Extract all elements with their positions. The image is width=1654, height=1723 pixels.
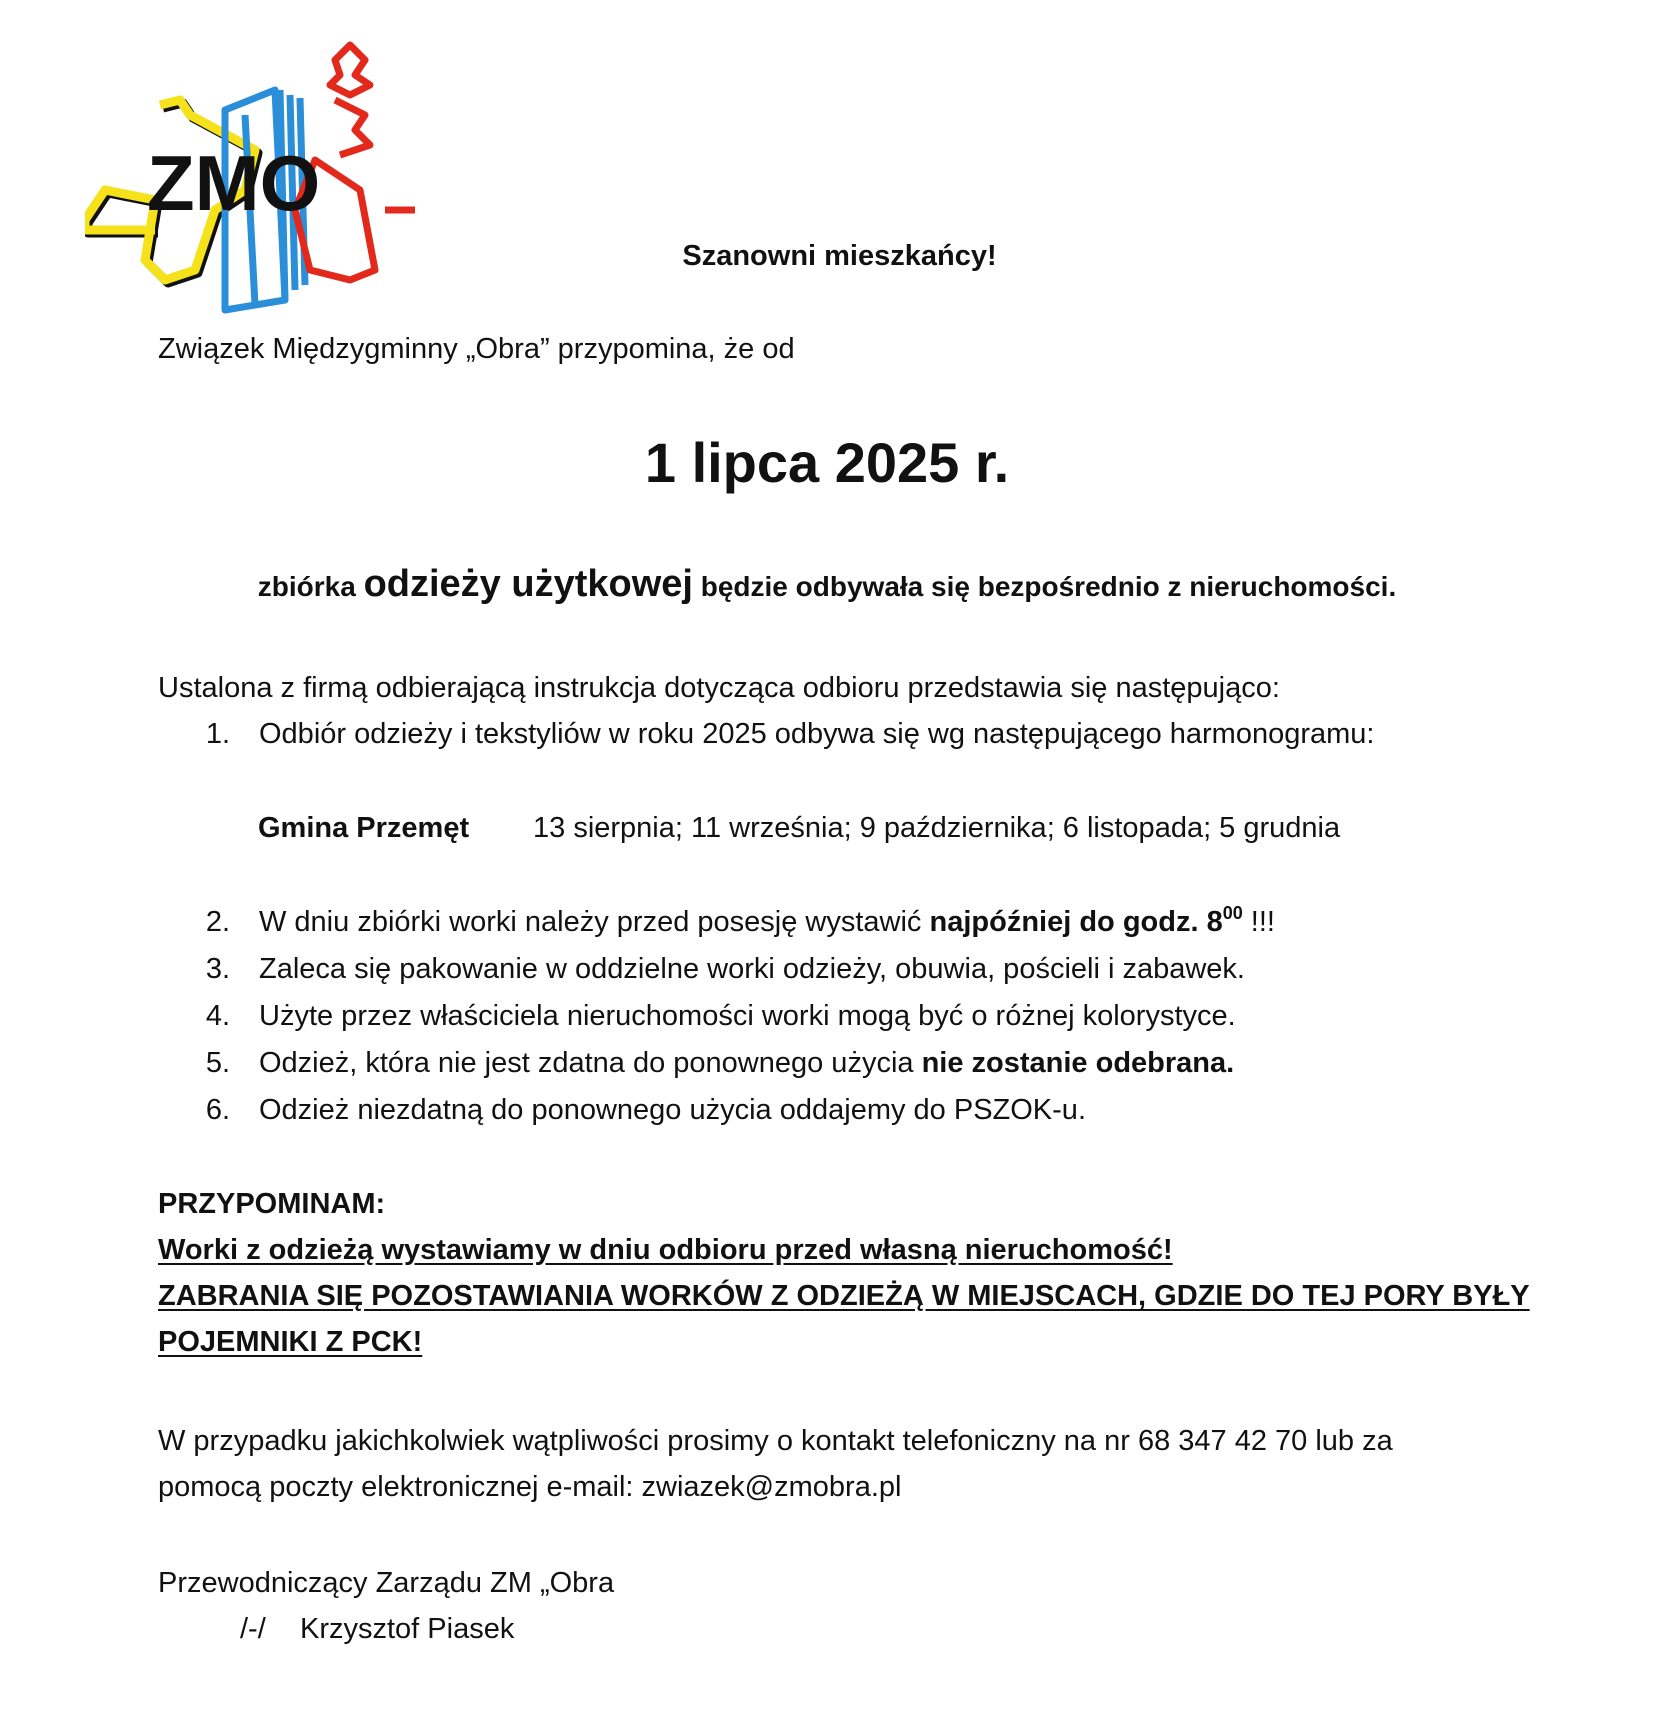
signature-marker: /-/: [240, 1613, 266, 1645]
schedule-dates: 13 sierpnia; 11 września; 9 października; 6 listopada; 5 grudnia: [533, 812, 1341, 844]
greeting: [0, 240, 1654, 273]
list-item-text: Odzież niezdatną do ponownego użycia oddajemy do PSZOK-u.: [259, 1094, 1086, 1126]
list-item-number: 1.: [205, 718, 230, 750]
list-item-text: [259, 903, 1275, 939]
list-item-bold: [929, 903, 1243, 938]
reminder-line-3: POJEMNIKI Z PCK!: [158, 1326, 423, 1358]
contact-line-2: pomocą poczty elektronicznej e-mail: zwiazek@zmobra.pl: [158, 1471, 902, 1503]
notice-suffix: będzie odbywała się bezpośrednio z nieruchomości.: [700, 571, 1397, 602]
contact-line-1: W przypadku jakichkolwiek wątpliwości prosimy o kontakt telefoniczny na nr 68 347 42 70 lub za: [158, 1425, 1393, 1457]
list-item-text: Odbiór odzieży i tekstyliów w roku 2025 odbywa się wg następującego harmonogramu:: [259, 718, 1375, 750]
greeting-text: Szanowni mieszkańcy!: [682, 240, 997, 272]
list-item-text: Użyte przez właściciela nieruchomości worki mogą być o różnej kolorystyce.: [259, 1000, 1236, 1032]
notice-highlight: odzieży użytkowej: [363, 563, 693, 605]
deadline-text: najpóźniej do godz. 8: [929, 906, 1223, 938]
deadline-minutes: 00: [1222, 903, 1243, 923]
list-item-number: 2.: [205, 906, 230, 938]
list-item-number: 5.: [205, 1047, 230, 1079]
intro-text: Związek Międzygminny „Obra” przypomina, że od: [158, 333, 795, 365]
notice-line: [0, 563, 1654, 606]
signature-title: Przewodniczący Zarządu ZM „Obra: [158, 1567, 615, 1599]
date-heading: 1 lipca 2025 r.: [644, 431, 1010, 494]
list-item-text-after: !!!: [1250, 906, 1275, 938]
reminder-line-2: ZABRANIA SIĘ POZOSTAWIANIA WORKÓW Z ODZIEŻĄ W MIEJSCACH, GDZIE DO TEJ PORY BYŁY: [158, 1280, 1530, 1312]
list-item-text: [259, 1047, 1234, 1080]
notice-prefix: zbiórka: [257, 571, 356, 602]
list-item-number: 3.: [205, 953, 230, 985]
list-item-number: 4.: [205, 1000, 230, 1032]
list-item-text: Zaleca się pakowanie w oddzielne worki odzieży, obuwia, pościeli i zabawek.: [259, 953, 1245, 985]
reminder-heading: PRZYPOMINAM:: [158, 1188, 386, 1220]
zmo-logo: [85, 40, 465, 320]
schedule-label: Gmina Przemęt: [258, 812, 470, 844]
signature-name: Krzysztof Piasek: [300, 1613, 515, 1645]
list-item-text-before: Odzież, która nie jest zdatna do ponownego użycia: [259, 1047, 914, 1079]
list-item-bold: nie zostanie odebrana.: [921, 1047, 1235, 1079]
list-item-number: 6.: [205, 1094, 230, 1126]
list-item-text-before: W dniu zbiórki worki należy przed posesję wystawić: [259, 906, 922, 938]
lead-text: Ustalona z firmą odbierającą instrukcja dotycząca odbioru przedstawia się następująco:: [158, 672, 1280, 704]
reminder-line-1: Worki z odzieżą wystawiamy w dniu odbioru przed własną nieruchomość!: [158, 1234, 1173, 1266]
logo-text: ZMO: [147, 139, 321, 227]
